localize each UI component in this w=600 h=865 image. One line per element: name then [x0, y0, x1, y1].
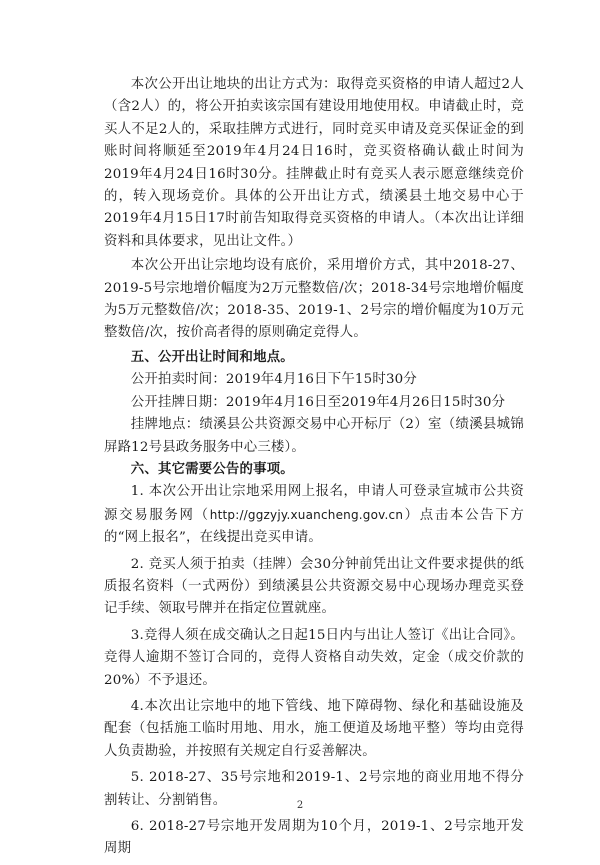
notice-item-1	[104, 481, 524, 549]
auction-time: 公开拍卖时间：2019年4月16日下午15时30分	[130, 372, 417, 388]
notice-item-2: 2. 竞买人须于拍卖（挂牌）会30分钟前凭出让文件要求提供的纸质报名资料（一式两份）到绩溪县公共资源交易中心现场办理竞买登记手续、领取号牌并在指定位置就座。	[104, 556, 524, 617]
section-6-heading: 六、其它需要公告的事项。	[130, 461, 294, 477]
listing-date: 公开挂牌日期：2019年4月16日至2019年4月26日15时30分	[130, 394, 506, 410]
notice-item-4: 4.本次出让宗地中的地下管线、地下障碍物、绿化和基础设施及配套（包括施工临时用地、用水，施工便道及场地平整）等均由竞得人负责勘验，并按照有关规定自行妥善解决。	[104, 698, 524, 759]
listing-place: 挂牌地点：绩溪县公共资源交易中心开标厅（2）室（绩溪县城锦屏路12号县政务服务中心三楼）。	[104, 417, 524, 455]
paragraph-transfer-method: 本次公开出让地块的出让方式为：取得竞买资格的申请人超过2人（含2人）的，将公开拍卖该宗国有建设用地使用权。申请截止时，竞买人不足2人的，采取挂牌方式进行，同时竞买申请及竞买保证金的到账时间将顺延至2019年4月24日16时，竞买资格确认截止时间为2019年4月24日16时30分。挂牌截止时有竞买人表示愿意继续竞价的，转入现场竞价。具体的公开出让方式，绩溪县土地交易中心于2019年4月15日17时前告知取得竞买资格的申请人。（本次出让详细资料和具体要求，见出让文件。）	[104, 77, 524, 249]
notice-item-5: 5. 2018-27、35号宗地和2019-1、2号宗地的商业用地不得分割转让、分割销售。	[104, 770, 524, 808]
item-1-text-before: 1. 本次公开出让宗地采用网上报名，申请人可登录宣城市公共资源交易服务网（	[104, 484, 524, 523]
document-body	[104, 74, 524, 865]
notice-item-3: 3.竞得人须在成交确认之日起15日内与出让人签订《出让合同》。竞得人逾期不签订合同的，竞得人资格自动失效，定金（成交价款的20%）不予退还。	[104, 627, 524, 688]
notice-item-6: 6. 2018-27号宗地开发周期为10个月，2019-1、2号宗地开发周期	[104, 819, 524, 857]
paragraph-bidding-increment: 本次公开出让宗地均设有底价，采用增价方式，其中2018-27、2019-5号宗地增价幅度为2万元整数倍/次；2018-34号宗地增价幅度为5万元整数倍/次；2018-35、2019-1、2号宗的增价幅度为10万元整数倍/次，按价高者得的原则确定竞得人。	[104, 258, 524, 341]
item-1-text-after: ）点击本公告下方的“网上报名”，在线提出竞买申请。	[104, 507, 524, 546]
section-5-heading: 五、公开出让时间和地点。	[130, 349, 294, 365]
page-number: 2	[296, 800, 304, 811]
registration-url-link[interactable]: http://ggzyjy.xuancheng.gov.cn	[209, 507, 404, 522]
